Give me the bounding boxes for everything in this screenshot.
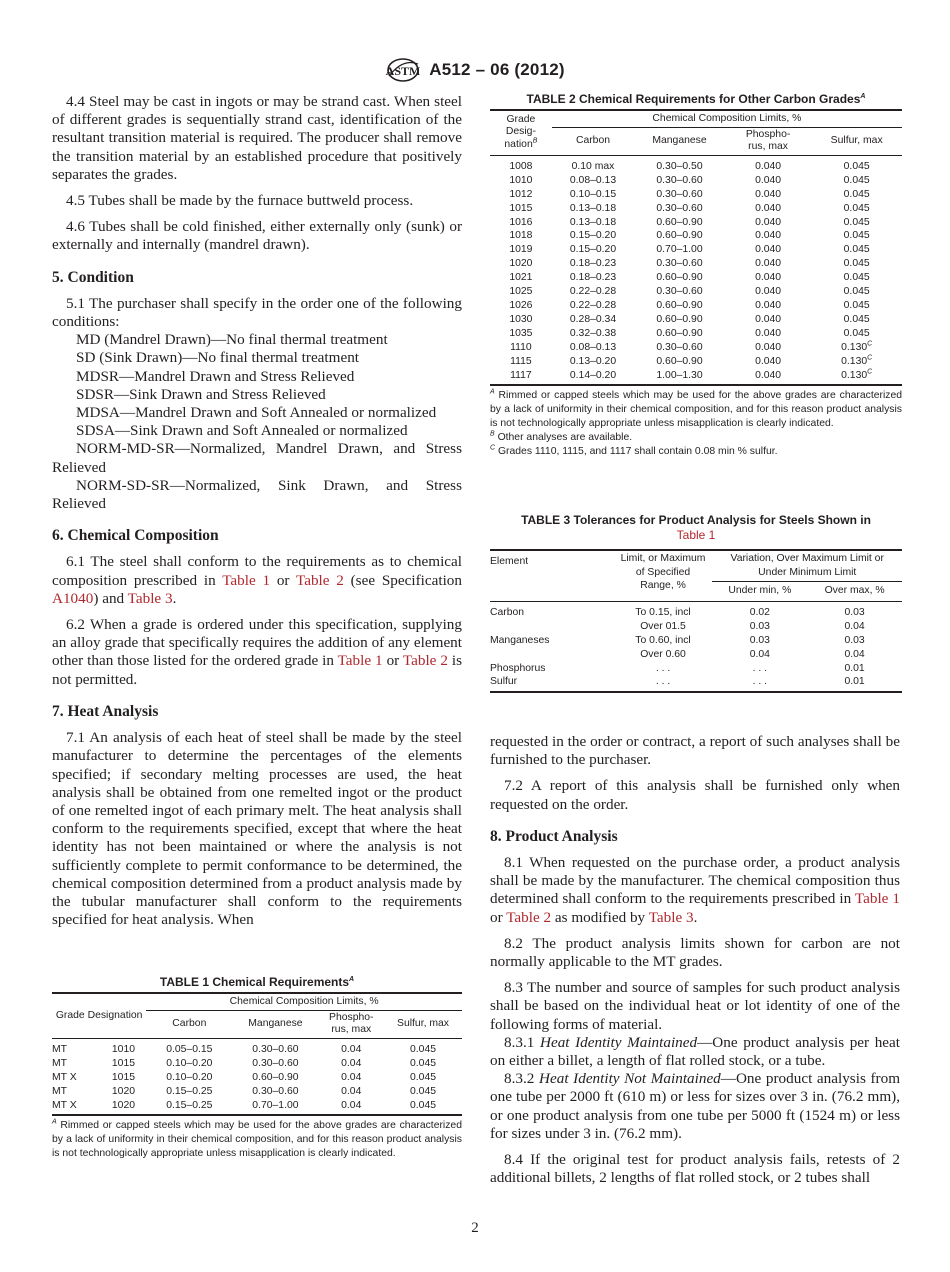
table-cell: 0.045 bbox=[410, 1071, 437, 1083]
table-cell: 0.14–0.20 bbox=[569, 369, 617, 381]
table-cell: 0.045 bbox=[843, 174, 870, 186]
table-cell: 0.01 bbox=[844, 676, 865, 688]
table-cell: . . . bbox=[752, 676, 768, 688]
table-cell: 1.00–1.30 bbox=[656, 369, 703, 381]
table-row bbox=[490, 174, 902, 188]
table-cell: 0.15–0.25 bbox=[166, 1085, 213, 1097]
table-cell: 1019 bbox=[509, 244, 533, 256]
group-header-chemical-composition: Chemical Composition Limits, % bbox=[552, 110, 902, 127]
col-manganese: Manganese bbox=[634, 127, 725, 155]
table-cell: 0.10–0.15 bbox=[569, 188, 617, 200]
table-cell: 0.045 bbox=[843, 160, 870, 172]
svg-text:ASTM: ASTM bbox=[385, 64, 421, 78]
table-1 bbox=[52, 975, 462, 1161]
table-3-link[interactable]: Table 3 bbox=[648, 908, 694, 926]
paragraph-8-1: 8.1 When requested on the purchase order, a product analysis shall be made by the manufacturer. The chemical composition thus determined shall conform to the requirements prescribed in Table 1 or Table 2 as modified by Table 3. bbox=[490, 854, 900, 926]
table-cell: 0.13–0.18 bbox=[569, 216, 617, 228]
table-row bbox=[490, 327, 902, 341]
table-row bbox=[490, 243, 902, 257]
paragraph-7-1: 7.1 An analysis of each heat of steel shall be made by the steel manufacturer to determine the percentages of the elements specified; if secondary melting processes are used, the heat analysis shall be obtained from one remelted ingot or the product of one remelted ingot of each primary melt. The heat analysis shall conform to the requirements specified, except that where the heat identity has not been maintained or where the analysis is not sufficiently complete to permit conformance to be determined, the chemical composition determined from a product analysis made by the tubular manufacturer shall conform to the requirements specified for heat analysis. When bbox=[52, 729, 462, 929]
paragraph-4-6: 4.6 Tubes shall be cold finished, either externally only (sunk) or externally and internally (mandrel drawn). bbox=[52, 218, 462, 254]
table-cell: 0.32–0.38 bbox=[569, 327, 617, 339]
table-row bbox=[490, 355, 902, 369]
table-row bbox=[490, 601, 902, 619]
table-cell: 0.045 bbox=[843, 188, 870, 200]
table-row bbox=[490, 271, 902, 285]
table-cell: 1030 bbox=[509, 313, 533, 325]
left-column bbox=[52, 93, 462, 937]
table-cell: 0.03 bbox=[844, 634, 865, 646]
table-cell: 0.03 bbox=[844, 606, 865, 618]
right-column bbox=[490, 733, 900, 1195]
table-cell: 0.045 bbox=[410, 1085, 437, 1097]
table-cell: MT bbox=[52, 1043, 68, 1055]
paragraph-4-4: 4.4 Steel may be cast in ingots or may be strand cast. When steel of different grades is sequentially strand cast, identification of the resultant transition material is required. The producer shall remove the transition material by an established procedure that positively separates the grades. bbox=[52, 93, 462, 183]
table-cell: 1008 bbox=[509, 160, 533, 172]
page-number: 2 bbox=[471, 1220, 479, 1236]
paragraph-5-1: 5.1 The purchaser shall specify in the order one of the following conditions: bbox=[52, 294, 462, 331]
astm-logo-icon bbox=[385, 56, 421, 84]
table-cell: Phosphorus bbox=[490, 662, 546, 674]
table-cell: $0.130^C$ bbox=[841, 340, 873, 353]
table-row bbox=[490, 341, 902, 355]
table-cell: 0.04 bbox=[844, 620, 865, 632]
table-cell: . . . bbox=[655, 676, 671, 688]
table-cell: $0.130^C$ bbox=[841, 368, 873, 381]
table-cell: 0.04 bbox=[341, 1043, 362, 1055]
table-row bbox=[490, 313, 902, 327]
table-row bbox=[490, 188, 902, 202]
footnote-a: $^A$ Rimmed or capped steels which may be used for the above grades are characterized by a lack of uniformity in their chemical composition, and for this reason product analysis is not technologically appropriate unless misapplication is clearly indicated. bbox=[52, 1118, 462, 1160]
condition-item: SDSR—Sink Drawn and Stress Relieved bbox=[76, 385, 326, 403]
table-cell: 0.15–0.20 bbox=[569, 230, 617, 242]
section-heading-heat-analysis: 7. Heat Analysis bbox=[52, 702, 159, 720]
table-cell: 0.040 bbox=[755, 327, 782, 339]
table-cell: 0.30–0.60 bbox=[656, 341, 703, 353]
table-cell: 0.10–0.20 bbox=[166, 1057, 213, 1069]
table-3-title: TABLE 3 Tolerances for Product Analysis for Steels Shown in Table 1 bbox=[521, 513, 871, 542]
paragraph-6-1: 6.1 The steel shall conform to the requirements as to chemical composition prescribed in Table 1 or Table 2 (see Specification A1040) and Table 3. bbox=[52, 553, 462, 607]
table-cell: 0.01 bbox=[844, 662, 865, 674]
group-header-chemical-composition: Chemical Composition Limits, % bbox=[146, 993, 462, 1010]
table-cell: 0.04 bbox=[844, 648, 865, 660]
table-cell: 0.04 bbox=[749, 648, 770, 660]
paragraph-4-5: 4.5 Tubes shall be made by the furnace buttweld process. bbox=[66, 192, 414, 210]
table-cell: 0.045 bbox=[843, 244, 870, 256]
table-cell: 0.30–0.60 bbox=[656, 202, 703, 214]
table-cell: Carbon bbox=[490, 606, 525, 618]
paragraph-6-2: 6.2 When a grade is ordered under this specification, supplying an alloy grade that specifically requires the addition of any element other than those listed for the ordered grade in Table 1 or Table 2 is not permitted. bbox=[52, 616, 462, 688]
table-cell: 0.040 bbox=[755, 174, 782, 186]
table-cell: 0.10 max bbox=[571, 160, 615, 172]
table-1-title: TABLE 1 Chemical Requirements$^A$ bbox=[159, 975, 355, 989]
table-cell: 0.045 bbox=[843, 286, 870, 298]
table-cell: 0.045 bbox=[843, 202, 870, 214]
table-cell: 1025 bbox=[509, 286, 533, 298]
table-cell: 0.040 bbox=[755, 244, 782, 256]
table-2 bbox=[490, 92, 902, 459]
table-cell: 0.040 bbox=[755, 160, 782, 172]
col-grade-designation: Grade Designation bbox=[52, 993, 146, 1038]
table-cell: 0.040 bbox=[755, 313, 782, 325]
footnote-marker: C bbox=[867, 340, 873, 348]
table-cell: 1115 bbox=[510, 355, 532, 367]
table-cell: 1010 bbox=[111, 1043, 136, 1055]
table-row bbox=[490, 299, 902, 313]
document-title: A512 – 06 (2012) bbox=[429, 60, 565, 79]
col-carbon: Carbon bbox=[146, 1010, 232, 1038]
paragraph-8-3: 8.3 The number and source of samples for such product analysis shall be based on the individual heat or lot identity of one of the following forms of material. bbox=[490, 979, 900, 1033]
table-cell: 1015 bbox=[111, 1071, 136, 1083]
table-cell: 0.045 bbox=[843, 299, 870, 311]
table-cell: 0.04 bbox=[341, 1071, 362, 1083]
table-row bbox=[490, 662, 902, 676]
table-cell: MT bbox=[52, 1085, 68, 1097]
table-row bbox=[490, 620, 902, 634]
table-cell: 0.18–0.23 bbox=[569, 258, 617, 270]
table-cell: 0.30–0.60 bbox=[252, 1043, 299, 1055]
table-cell: Sulfur bbox=[490, 676, 518, 688]
table-cell: 0.60–0.90 bbox=[656, 327, 703, 339]
col-phosphorus: Phospho- rus, max bbox=[318, 1010, 384, 1038]
table-cell: 0.04 bbox=[341, 1099, 362, 1111]
condition-item: MD (Mandrel Drawn)—No final thermal treatment bbox=[76, 331, 388, 349]
table-cell: 0.13–0.20 bbox=[569, 355, 617, 367]
col-carbon: Carbon bbox=[552, 127, 634, 155]
table-cell: 0.040 bbox=[755, 369, 782, 381]
section-heading-chemical-composition: 6. Chemical Composition bbox=[52, 527, 219, 545]
table-row bbox=[490, 369, 902, 386]
table-cell bbox=[490, 648, 614, 662]
table-cell: 1020 bbox=[509, 258, 533, 270]
table-cell: 0.22–0.28 bbox=[569, 299, 617, 311]
table-cell: 0.30–0.60 bbox=[656, 258, 703, 270]
table-cell: . . . bbox=[752, 662, 768, 674]
table-cell: 1012 bbox=[509, 188, 533, 200]
table-cell: 0.15–0.20 bbox=[569, 244, 617, 256]
paragraph-8-4: 8.4 If the original test for product analysis fails, retests of 2 additional billets, 2 lengths of flat rolled stock, or 2 tubes shall bbox=[490, 1151, 900, 1187]
table-cell: 0.040 bbox=[755, 272, 782, 284]
table-cell: 0.045 bbox=[843, 313, 870, 325]
table-1-link[interactable]: Table 1 bbox=[676, 528, 716, 542]
table-cell: 0.040 bbox=[755, 216, 782, 228]
table-cell: 0.040 bbox=[755, 188, 782, 200]
table-cell: MT bbox=[52, 1057, 68, 1069]
condition-item: NORM-SD-SR—Normalized, Sink Drawn, and Stress Relieved bbox=[52, 476, 462, 513]
table-cell: 1021 bbox=[509, 272, 533, 284]
table-cell: 0.040 bbox=[755, 341, 782, 353]
table-1-grid bbox=[52, 992, 462, 1116]
table-2-title: TABLE 2 Chemical Requirements for Other Carbon Grades$^A$ bbox=[526, 92, 866, 106]
table-cell: 0.045 bbox=[410, 1043, 437, 1055]
col-grade-designation: Grade Desig- nation$^B$ bbox=[490, 110, 552, 155]
table-cell: 0.15–0.25 bbox=[166, 1099, 213, 1111]
table-cell: 0.040 bbox=[755, 355, 782, 367]
footnote-a: $^A$ Rimmed or capped steels which may be used for the above grades are characterized by a lack of uniformity in their chemical composition, and for this reason product analysis is not technologically appropriate unless misapplication is clearly indicated. bbox=[490, 388, 903, 430]
table-cell: 0.60–0.90 bbox=[656, 299, 703, 311]
table-cell: 0.60–0.90 bbox=[656, 355, 703, 367]
col-phosphorus: Phospho- rus, max bbox=[725, 127, 812, 155]
table-cell: 0.040 bbox=[755, 286, 782, 298]
table-row bbox=[52, 1038, 462, 1056]
table-cell: 0.045 bbox=[843, 230, 870, 242]
condition-item: SDSA—Sink Drawn and Soft Annealed or normalized bbox=[76, 422, 408, 440]
table-cell: 0.040 bbox=[755, 258, 782, 270]
table-cell: 0.045 bbox=[410, 1099, 437, 1111]
table-cell: 0.03 bbox=[749, 634, 770, 646]
table-cell: 0.30–0.60 bbox=[656, 188, 703, 200]
table-cell: 0.045 bbox=[843, 258, 870, 270]
condition-item: NORM-MD-SR—Normalized, Mandrel Drawn, and Stress Relieved bbox=[52, 440, 462, 476]
table-cell: MT X bbox=[52, 1099, 77, 1111]
table-1-footnotes bbox=[52, 1119, 462, 1161]
table-cell: 1018 bbox=[509, 230, 533, 242]
table-cell: 0.60–0.90 bbox=[656, 216, 703, 228]
table-2-link[interactable]: Table 2 bbox=[295, 571, 344, 589]
table-cell: 0.05–0.15 bbox=[166, 1043, 213, 1055]
a1040-link[interactable]: A1040 bbox=[52, 589, 94, 607]
table-cell: 0.30–0.60 bbox=[656, 286, 703, 298]
table-cell: 0.70–1.00 bbox=[656, 244, 703, 256]
table-cell bbox=[490, 620, 614, 634]
table-row bbox=[490, 675, 902, 692]
table-cell: 1016 bbox=[509, 216, 533, 228]
col-limit: Limit, or Maximum of Specified Range, % bbox=[614, 550, 713, 601]
table-row bbox=[52, 1057, 462, 1071]
table-cell: 1035 bbox=[509, 327, 533, 339]
table-cell: To 0.60, incl bbox=[635, 634, 691, 646]
table-cell: 1110 bbox=[510, 341, 532, 353]
table-row bbox=[490, 216, 902, 230]
table-cell: 1117 bbox=[510, 369, 532, 381]
table-cell: 0.22–0.28 bbox=[569, 286, 617, 298]
table-row bbox=[490, 285, 902, 299]
table-cell: Over 01.5 bbox=[640, 620, 686, 632]
table-cell: . . . bbox=[655, 662, 671, 674]
condition-item: SD (Sink Drawn)—No final thermal treatment bbox=[76, 349, 360, 367]
table-row bbox=[490, 634, 902, 648]
table-row bbox=[490, 155, 902, 173]
col-under-min: Under min, % bbox=[712, 582, 807, 602]
table-cell: Manganeses bbox=[490, 634, 550, 646]
table-2-link[interactable]: Table 2 bbox=[402, 652, 448, 670]
table-cell: 0.30–0.60 bbox=[656, 174, 703, 186]
table-1-link[interactable]: Table 1 bbox=[337, 652, 383, 670]
table-cell: 1015 bbox=[111, 1057, 136, 1069]
table-3-link[interactable]: Table 3 bbox=[127, 589, 173, 607]
table-row bbox=[490, 648, 902, 662]
footnote-b: $^B$ Other analyses are available. bbox=[490, 430, 633, 444]
condition-item: MDSA—Mandrel Drawn and Soft Annealed or normalized bbox=[76, 404, 437, 422]
table-cell: 0.30–0.60 bbox=[252, 1057, 299, 1069]
footnote-c: $^C$ Grades 1110, 1115, and 1117 shall contain 0.08 min % sulfur. bbox=[490, 444, 778, 458]
col-sulfur: Sulfur, max bbox=[384, 1010, 462, 1038]
section-heading-product-analysis: 8. Product Analysis bbox=[490, 827, 618, 845]
table-cell: 0.28–0.34 bbox=[569, 313, 617, 325]
paragraph-8-3-2: 8.3.2 Heat Identity Not Maintained—One product analysis from one tube per 2000 ft (610 m) or less for sizes over 3 in. (76.2 mm), or one product analysis from one tube per 5000 ft (1524 m) or less for sizes under 3 in. (76.2 mm). bbox=[490, 1070, 901, 1142]
paragraph-8-2: 8.2 The product analysis limits shown for carbon are not normally applicable to the MT grades. bbox=[490, 934, 900, 971]
condition-item: MDSR—Mandrel Drawn and Stress Relieved bbox=[76, 367, 355, 385]
table-cell: 0.08–0.13 bbox=[569, 174, 617, 186]
table-2-grid bbox=[490, 109, 902, 386]
table-cell: MT X bbox=[52, 1071, 77, 1083]
table-cell: 1020 bbox=[111, 1099, 136, 1111]
table-cell: 0.045 bbox=[410, 1057, 437, 1069]
table-cell: 0.18–0.23 bbox=[569, 272, 617, 284]
table-cell: $0.130^C$ bbox=[841, 354, 873, 367]
table-cell: 0.04 bbox=[341, 1085, 362, 1097]
table-cell: 0.04 bbox=[341, 1057, 362, 1069]
page-header bbox=[0, 56, 950, 89]
table-3-grid bbox=[490, 549, 902, 693]
table-2-link[interactable]: Table 2 bbox=[506, 908, 552, 926]
table-cell: 0.60–0.90 bbox=[656, 313, 703, 325]
table-cell: 1010 bbox=[509, 174, 533, 186]
table-cell: 0.040 bbox=[755, 230, 782, 242]
table-cell: To 0.15, incl bbox=[635, 606, 691, 618]
col-manganese: Manganese bbox=[232, 1010, 318, 1038]
table-cell: 0.60–0.90 bbox=[656, 230, 703, 242]
table-cell: 0.045 bbox=[843, 216, 870, 228]
table-row bbox=[52, 1071, 462, 1085]
table-row bbox=[490, 202, 902, 216]
paragraph-7-2: 7.2 A report of this analysis shall be furnished only when requested on the order. bbox=[490, 777, 900, 813]
table-cell: 0.02 bbox=[749, 606, 770, 618]
group-header-variation: Variation, Over Maximum Limit or Under Minimum Limit bbox=[712, 550, 902, 582]
table-row bbox=[52, 1099, 462, 1116]
table-cell: 0.03 bbox=[749, 620, 770, 632]
table-cell: 0.60–0.90 bbox=[252, 1071, 299, 1083]
paragraph-7-1-continued: requested in the order or contract, a report of such analyses shall be furnished to the purchaser. bbox=[490, 733, 900, 769]
table-cell: 1015 bbox=[509, 202, 533, 214]
table-row bbox=[490, 229, 902, 243]
table-1-link[interactable]: Table 1 bbox=[222, 571, 271, 589]
table-3 bbox=[490, 513, 902, 693]
table-cell: 0.08–0.13 bbox=[569, 341, 617, 353]
table-cell: 0.040 bbox=[755, 299, 782, 311]
section-heading-condition: 5. Condition bbox=[52, 268, 134, 286]
table-cell: 0.70–1.00 bbox=[252, 1099, 299, 1111]
table-cell: 1020 bbox=[111, 1085, 136, 1097]
table-cell: Over 0.60 bbox=[640, 648, 686, 660]
table-row bbox=[490, 257, 902, 271]
table-row bbox=[52, 1085, 462, 1099]
table-cell: 0.045 bbox=[843, 327, 870, 339]
table-2-footnotes bbox=[490, 389, 902, 459]
table-cell: 0.60–0.90 bbox=[656, 272, 703, 284]
table-cell: 1026 bbox=[509, 299, 533, 311]
table-cell: 0.040 bbox=[755, 202, 782, 214]
table-cell: 0.30–0.50 bbox=[656, 160, 703, 172]
footnote-marker: C bbox=[867, 368, 873, 376]
table-cell: 0.30–0.60 bbox=[252, 1085, 299, 1097]
footnote-marker: C bbox=[867, 354, 873, 362]
col-over-max: Over max, % bbox=[807, 582, 902, 602]
table-1-link[interactable]: Table 1 bbox=[854, 890, 900, 908]
table-cell: 0.10–0.20 bbox=[166, 1071, 213, 1083]
table-cell: 0.045 bbox=[843, 272, 870, 284]
table-cell: 0.13–0.18 bbox=[569, 202, 617, 214]
col-sulfur: Sulfur, max bbox=[811, 127, 902, 155]
paragraph-8-3-1: 8.3.1 Heat Identity Maintained—One product analysis per heat on either a billet, a length of flat rolled stock, or a tube. bbox=[490, 1033, 901, 1070]
col-element: Element bbox=[490, 550, 614, 601]
